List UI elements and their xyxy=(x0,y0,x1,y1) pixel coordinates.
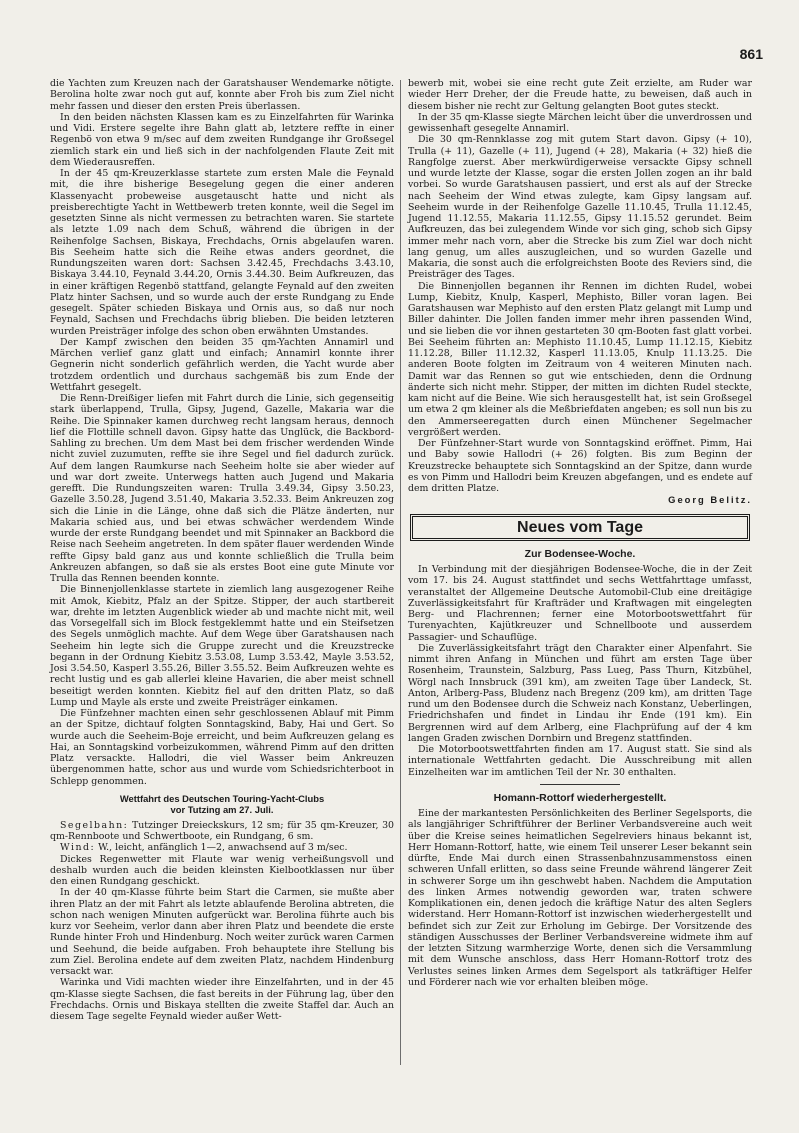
paragraph: Warinka und Vidi machten wieder ihre Einzelfahrten, und in der 45 qm-Klasse siegte Sachsen, die fast bereits in der Führung lag, über den Frechdachs. Ornis und Biskaya stellten die zweite Staffel dar. Auch an diesem Tage segelte Feynald wieder außer Wett- xyxy=(50,977,394,1022)
news-banner: Neues vom Tage xyxy=(410,514,750,541)
paragraph: Der Kampf zwischen den beiden 35 qm-Yachten Annamirl und Märchen verlief ganz glatt und einfach; Annamirl konnte ihrer Gegnerin nicht sonderlich gefährlich werden, die Yacht wurde aber trotzdem ordentlich und durchaus sachgemäß bis zum Ende der Wettfahrt gesegelt. xyxy=(50,336,394,393)
section-title xyxy=(50,793,394,816)
paragraph: die Yachten zum Kreuzen nach der Garatshauser Wendemarke nötigte. Berolina holte zwar noch gut auf, konnte aber Froh bis zum Ziel nicht mehr fassen und dieser den ersten Preis überlassen. xyxy=(50,78,394,112)
course-label: Segelbahn: xyxy=(60,819,129,831)
paragraph: Die Fünfzehner machten einen sehr geschlossenen Ablauf mit Pimm an der Spitze, dichtauf folgten Sonntagskind, Baby, Hai und Gert. So wurde auch die Seeheim-Boje erreicht, und beim Aufkreuzen gelang es Hai, an Sonntagskind vorbeizukommen, während Pimm auf den dritten Platz versackte. Hallodri, die viel Wasser beim Ankreuzen übergenommen hatte, schor aus und wurde vom Schiedsrichterboot in Schlepp genommen. xyxy=(50,708,394,787)
course-text: Tutzinger Dreieckskurs, 12 sm; für 35 qm-Kreuzer, 30 qm-Rennboote und Schwertboote, ein Rundgang, 6 sm. xyxy=(50,819,394,842)
column-divider xyxy=(400,80,401,1065)
wind-info xyxy=(50,842,394,853)
paragraph: Der Fünfzehner-Start wurde von Sonntagskind eröffnet. Pimm, Hai und Baby sowie Hallodri (+ 26) folgten. Bis zum Beginn der Kreuzstrecke behauptete sich Sonntagskind an der Spitze, dann wurde es von Pimm und Hallodri beim Kreuzen abgefangen, und es endete auf dem dritten Platze. xyxy=(408,438,752,494)
paragraph: Die 30 qm-Rennklasse zog mit gutem Start davon. Gipsy (+ 10), Trulla (+ 11), Gazelle (+ 11), Jugend (+ 28), Makaria (+ 32) hieß die Rangfolge zuerst. Aber merkwürdigerweise versackte Gipsy schnell und wurde letzte der Klasse, sogar die ersten Jollen zogen an ihr bald vorbei. So wurde Garatshausen passiert, und erst als auf der Strecke nach Seeheim der Wind etwas zulegte, kam Gipsy langsam auf. Seeheim wurde in der Reihenfolge Gazelle 11.10.45, Trulla 11.12.45, Jugend 11.12.55, Makaria 11.12.55, Gipsy 11.15.52 gerundet. Beim Aufkreuzen, das bei zulegendem Winde vor sich ging, schob sich Gipsy immer mehr nach vorn, aber die Strecke bis zum Ziel war doch nicht lang genug, um alles auszugleichen, und so wurden Gazelle und Makaria, die sonst auch die erfolgreichsten Boote des Reviers sind, die Preisträger des Tages. xyxy=(408,134,752,281)
section-title-line: Wettfahrt des Deutschen Touring-Yacht-Clubs xyxy=(119,792,325,804)
paragraph: Eine der markantesten Persönlichkeiten des Berliner Segelsports, die als langjähriger Schriftführer der Berliner Verbandsvereine auch weit über die Kreise seines heimatlichen Segelreviers hinaus bekannt ist, Herr Homann-Rottorf, hatte, wie einem Teil unserer Leser bekannt sein dürfte, Ende Mai durch einen Strassenbahnzusammenstoss einen schweren Unfall erlitten, so dass seine Freunde während längerer Zeit in schwerer Sorge um ihn geschwebt haben. Nachdem die Amputation des linken Armes notwendig geworden war, traten schwere Komplikationen ein, denen jedoch die kräftige Natur des alten Seglers widerstand. Herr Homann-Rottorf ist inzwischen wiederhergestellt und befindet sich zur Zeit zur Erholung im Gebirge. Der Vorsitzende des ständigen Ausschusses der Berliner Verbandsvereine widmete ihm auf der letzten Sitzung warmherzige Worte, denen sich die Versammlung mit dem Wunsche anschloss, dass Herr Homann-Rottorf trotz des Verlustes seines linken Armes dem Segelsport als tatkräftiger Helfer und Förderer nach wie vor erhalten bleiben möge. xyxy=(408,808,752,988)
paragraph: Die Motorbootswettfahrten finden am 17. August statt. Sie sind als internationale Wettfahrten gedacht. Die Ausschreibung mit allen Einzelheiten war im amtlichen Teil der Nr. 30 enthalten. xyxy=(408,744,752,778)
article-title: Zur Bodensee-Woche. xyxy=(524,547,636,560)
article-title: Homann-Rottorf wiederhergestellt. xyxy=(493,791,667,804)
paragraph: Dickes Regenwetter mit Flaute war wenig verheißungsvoll und deshalb wurden auch die beiden kleinsten Kielbootklassen nur über den einen Rundgang geschickt. xyxy=(50,853,394,887)
paragraph: Die Zuverlässigkeitsfahrt trägt den Charakter einer Alpenfahrt. Sie nimmt ihren Anfang in München und führt am ersten Tage über Rosenheim, Traunstein, Salzburg, Pass Lueg, Pass Thurn, Kitzbühel, Wörgl nach Innsbruck (391 km), am zweiten Tage über Landeck, St. Anton, Arlberg-Pass, Bludenz nach Bregenz (209 km), am dritten Tage rund um den Bodensee durch die Schweiz nach Konstanz, Ueberlingen, Friedrichshafen und findet in Lindau ihr Ende (191 km). Ein Bergrennen wird auf dem Arlberg, eine Flachprüfung auf der 4 km langen Graden zwischen Dornbirn und Bregenz stattfinden. xyxy=(408,642,752,744)
paragraph: In Verbindung mit der diesjährigen Bodensee-Woche, die in der Zeit vom 17. bis 24. August stattfindet und sechs Wettfahrttage umfasst, veranstaltet der Allgemeine Deutsche Automobil-Club eine dreitägige Zuverlässigkeitsfahrt für Krafträder und Kraftwagen mit eingelegten Berg- und Flachrennen; ferner eine Motorbootswettfahrt für Turenyachten, Kajütkreuzer und Schnellboote und ausserdem Passagier- und Schauflüge. xyxy=(408,564,752,643)
page-number: 861 xyxy=(739,46,763,62)
right-column xyxy=(408,78,752,988)
author-signature: Georg Belitz. xyxy=(668,494,752,506)
paragraph: Die Binnenjollenklasse startete in ziemlich lang ausgezogener Reihe mit Amok, Kiebitz, Pfalz an der Spitze. Stipper, der auch startbereit war, drehte im letzten Augenblick wieder ab und machte nicht mit, weil das Vorsegelfall sich im Block festgeklemmt hatte und ein Steifsetzen des Segels unmöglich machte. Auf dem Wege über Garatshausen nach Seeheim hin legte sich die Gruppe zurecht und die Kreuzstrecke begann in der Ordnung Kiebitz 3.53.08, Lump 3.53.42, Mayle 3.53.52, Josi 3.54.50, Kasperl 3.55.26, Biller 3.55.52. Beim Aufkreuzen wehte es recht lustig und es gab allerlei kleine Havarien, die aber meist schnell beseitigt werden konnten. Kiebitz fiel auf den dritten Platz, so daß Lump und Mayle als erste und zweite Preisträger einkamen. xyxy=(50,584,394,708)
paragraph: In der 40 qm-Klasse führte beim Start die Carmen, sie mußte aber ihren Platz an der mit Fahrt als letzte ablaufende Berolina abtreten, die schon nach wenigen Minuten aufgerückt war. Berolina führte auch bis kurz vor Seeheim, verlor dann aber ihren Platz und beendete die erste Runde hinter Froh und Hindenburg. Noch weiter zurück waren Carmen und Seehund, die beide aufgaben. Froh behauptete ihre Stellung bis zum Ziel. Berolina endete auf dem zweiten Platz, nachdem Hindenburg versackt war. xyxy=(50,887,394,977)
course-info xyxy=(50,820,394,843)
left-column xyxy=(50,78,394,1022)
wind-text: W., leicht, anfänglich 1—2, anwachsend auf 3 m/sec. xyxy=(95,842,348,854)
paragraph: Die Binnenjollen begannen ihr Rennen im dichten Rudel, wobei Lump, Kiebitz, Knulp, Kasperl, Mephisto, Biller voran lagen. Bei Garatshausen war Mephisto auf den ersten Platz gelangt mit Lump und Biller dahinter. Die Jollen fanden immer mehr ihren passenden Wind, und sie lieben die vor ihnen gestarteten 30 qm-Booten fast glatt vorbei. Bei Seeheim führten an: Mephisto 11.10.45, Lump 11.12.15, Kiebitz 11.12.28, Biller 11.12.32, Kasperl 11.13.05, Knulp 11.13.25. Die anderen Boote folgten im Zeitraum von 4 weiteren Minuten nach. Damit war das Rennen so gut wie entschieden, denn die Ordnung änderte sich nicht mehr. Stipper, der mitten im dichten Rudel steckte, kam nicht auf die Beine. Wie sich herausgestellt hat, ist sein Großsegel um etwa 2 qm kleiner als die Meßbriefdaten angeben; es soll nun bis zu den Ammerseeregatten durch einen Münchener Segelmacher vergrößert werden. xyxy=(408,280,752,438)
section-title-line: vor Tutzing am 27. Juli. xyxy=(170,804,274,816)
paragraph: bewerb mit, wobei sie eine recht gute Zeit erzielte, am Ruder war wieder Herr Dreher, der die Freude hatte, zu beweisen, daß auch in diesem bisher nie recht zur Geltung gelangten Boot gutes steckt. xyxy=(408,78,752,112)
paragraph: In der 45 qm-Kreuzerklasse startete zum ersten Male die Feynald mit, die ihre bisherige Besegelung gegen die einer anderen Klassenyacht probeweise ausgetauscht hatte und nicht als preisberechtigte Yacht in Wettbewerb treten konnte, weil die Segel im gesetzten Sinne als nicht vermessen zu betrachten waren. Sie startete als letzte 1.09 nach dem Schuß, während die übrigen in der Reihenfolge Sachsen, Biskaya, Frechdachs, Ornis abgelaufen waren. Bis Seeheim hatte sich die Reihe etwas anders geordnet, die Rundungszeiten waren dort: Sachsen 3.42.45, Frechdachs 3.43.10, Biskaya 3.44.10, Feynald 3.44.20, Ornis 3.44.30. Beim Aufkreuzen, das in einer kräftigen Regenbö stattfand, gelangte Feynald auf den zweiten Platz hinter Sachsen, und so wurde auch der erste Rundgang zu Ende gesegelt. Später schieden Biskaya und Ornis aus, so daß nur noch Feynald, Sachsen und Frechdachs übrig blieben. Die beiden letzteren wurden Preisträger infolge des schon oben erwähnten Umstandes. xyxy=(50,168,394,337)
paragraph: Die Renn-Dreißiger liefen mit Fahrt durch die Linie, sich gegenseitig stark überlappend, Trulla, Gipsy, Jugend, Gazelle, Makaria war die Reihe. Die Spinnaker kamen durchweg recht langsam heraus, dennoch lief die Flottille schnell davon. Gipsy hatte das Unglück, die Backbord-Sahling zu brechen. Um dem Mast bei dem frischer werdenden Winde nicht zuviel zuzumuten, reffte sie ihre Segel und fiel dadurch zurück. Auf dem langen Raumkurse nach Seeheim holte sie aber wieder auf und war dort zweite. Unterwegs hatten auch Jugend und Makaria gerefft. Die Rundungszeiten waren: Trulla 3.49.34, Gipsy 3.50.23, Gazelle 3.50.28, Jugend 3.51.40, Makaria 3.52.33. Beim Ankreuzen zog sich die Linie in die Länge, ohne daß sich die Plätze änderten, nur Makaria schied aus, und bei etwas schwächer werdendem Winde wurde der erste Rundgang beendet und mit Spinnaker an Backbord die Reise nach Seeheim angetreten. In dem später flauer werdenden Winde reffte Gipsy bald ganz aus und konnte schließlich die Trulla beim Ankreuzen abfangen, so daß sie als erstes Boot eine gute Minute vor Trulla das Rennen beenden konnte. xyxy=(50,393,394,584)
separator-rule xyxy=(540,784,620,785)
wind-label: Wind: xyxy=(60,842,96,854)
paragraph: In der 35 qm-Klasse siegte Märchen leicht über die unverdrossen und gewissenhaft gesegelte Annamirl. xyxy=(408,111,752,134)
paragraph: In den beiden nächsten Klassen kam es zu Einzelfahrten für Warinka und Vidi. Erstere segelte ihre Bahn glatt ab, letztere reffte in einer Regenbö von etwa 9 m/sec auf dem zweiten Rundgange ihr Großsegel ziemlich stark ein und ließ sich in der nachfolgenden Flaute Zeit mit dem Wiederausreffen. xyxy=(50,111,394,168)
